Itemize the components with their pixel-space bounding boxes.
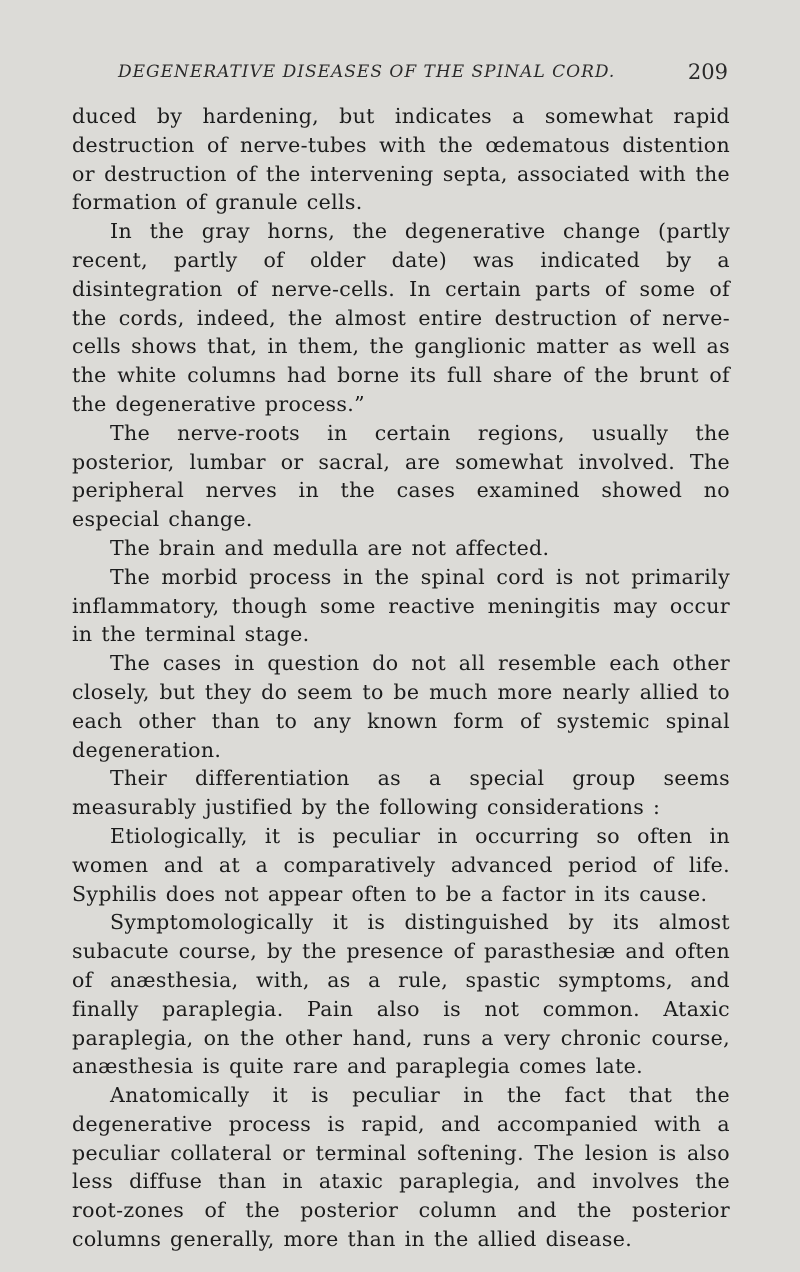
paragraph-continued: duced by hardening, but indicates a somewhat rapid destruction of nerve-tubes with the œdematous distention or destruction of the intervening septa, associated with the formation of granule cells.	[72, 104, 730, 215]
body-text	[72, 102, 730, 1254]
paragraph-gray-horns: In the gray horns, the degenerative change (partly recent, partly of older date) was indicated by a disintegration of nerve-cells. In certain parts of some of the cords, indeed, the almost entire destruction of nerve-cells shows that, in them, the ganglionic matter as well as the white columns had borne its full share of the brunt of the degenerative process.”	[72, 219, 730, 416]
paragraph-symptomologically: Symptomologically it is distinguished by its almost subacute course, by the presence of parasthesiæ and often of anæsthesia, with, as a rule, spastic symptoms, and finally paraplegia. Pain also is not common. Ataxic paraplegia, on the other hand, runs a very chronic course, anæsthesia is quite rare and paraplegia comes late.	[72, 910, 730, 1079]
paragraph-nerve-roots: The nerve-roots in certain regions, usually the posterior, lumbar or sacral, are somewhat involved. The peripheral nerves in the cases examined showed no especial change.	[72, 420, 730, 532]
paragraph-morbid-process: The morbid process in the spinal cord is not primarily inflammatory, though some reactive meningitis may occur in the terminal stage.	[72, 564, 730, 647]
running-head: DEGENERATIVE DISEASES OF THE SPINAL CORD.	[118, 62, 616, 82]
paragraph-cases-in-question: The cases in question do not all resemble each other closely, but they do seem to be much more nearly allied to each other than to any known form of systemic spinal degeneration.	[72, 651, 730, 762]
page-header	[118, 62, 728, 92]
paragraph-differentiation: Their differentiation as a special group seems measurably justified by the following considerations :	[72, 766, 730, 820]
paragraph-etiologically: Etiologically, it is peculiar in occurring so often in women and at a comparatively advanced period of life. Syphilis does not appear often to be a factor in its cause.	[72, 823, 730, 906]
paragraph-anatomically: Anatomically it is peculiar in the fact that the degenerative process is rapid, and accompanied with a peculiar collateral or terminal softening. The lesion is also less diffuse than in ataxic paraplegia, and involves the root-zones of the posterior column and the posterior columns generally, more than in the allied disease.	[72, 1083, 730, 1252]
paragraph-brain-medulla: The brain and medulla are not affected.	[110, 535, 550, 560]
page-number: 209	[687, 60, 728, 84]
